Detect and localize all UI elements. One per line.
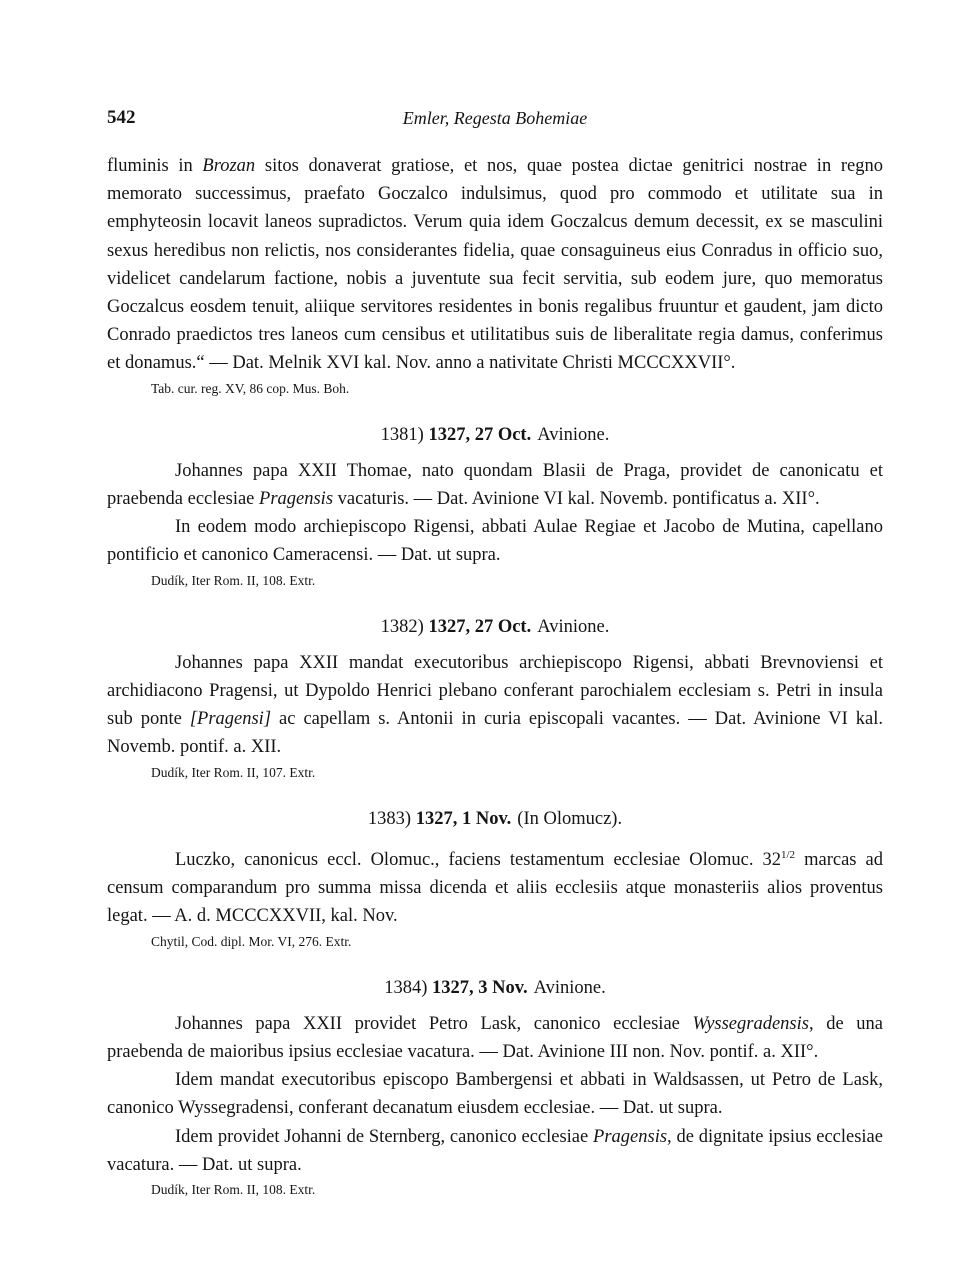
source-citation: Tab. cur. reg. XV, 86 cop. Mus. Boh. [151,380,350,396]
entry-paragraph: Idem providet Johanni de Sternberg, canonico ecclesiae Pragensis, de dignitate ipsius ecclesiae vacatura. — Dat. ut supra. [107,1126,883,1175]
entry-paragraph: Luczko, canonicus eccl. Olomuc., faciens testamentum ecclesiae Olomuc. $32^{1/2}$ marcas ad censum comparandum pro summa missa dicenda et aliis ecclesiis atque monasteriis alios proventus legat. — A. d. MCCCXXVII, kal. Nov. [107,848,883,927]
entry-paragraph: Idem mandat executoribus episcopo Bambergensi et abbati in Waldsassen, ut Petro de Lask, canonico Wyssegradensi, conferant decanatum eiusdem ecclesiae. — Dat. ut supra. [107,1070,883,1119]
entry-place: (In Olomucz). [517,808,623,829]
entry-place: Avinione. [537,616,610,637]
entry-place: Avinione. [537,424,610,445]
page-header [107,104,883,132]
entry-number: 1382) [380,616,424,637]
fraction: 1/2 [781,848,796,861]
source-citation: Dudík, Iter Rom. II, 108. Extr. [151,1182,316,1198]
place-name: Brozan [202,156,256,176]
source-citation: Chytil, Cod. dipl. Mor. VI, 276. Extr. [151,933,352,949]
entry-paragraph: Johannes papa XXII mandat executoribus archiepiscopo Rigensi, abbati Brevnoviensi et archidiacono Pragensi, ut Dypoldo Henrici plebano conferant parochialem ecclesiam s. Petri in insula sub ponte [Pragensi] ac capellam s. Antonii in curia episcopali vacantes. — Dat. Avinione VI kal. Novemb. pontif. a. XII. [107,652,883,758]
entry-heading [107,613,883,641]
entry-paragraph: In eodem modo archiepiscopo Rigensi, abbati Aulae Regiae et Jacobo de Mutina, capellano pontificio et canonico Cameracensi. — Dat. ut supra. [107,517,883,566]
entry-paragraph: Johannes papa XXII providet Petro Lask, canonico ecclesiae Wyssegradensis, de una praebenda de maioribus ipsius ecclesiae vacatura. — Dat. Avinione III non. Nov. pontif. a. XII°. [107,1013,883,1063]
document-page [107,104,883,1200]
entry-date: 1327, 3 Nov. [432,977,528,998]
entry-place: Avinione. [533,977,606,998]
entry-number: 1381) [380,424,424,445]
source-citation: Dudík, Iter Rom. II, 107. Extr. [151,764,316,780]
entry-number: 1383) [367,808,412,829]
page-number: 542 [107,107,136,128]
entry-heading [107,421,883,449]
entry-date: 1327, 27 Oct. [428,424,532,445]
source-citation: Dudík, Iter Rom. II, 108. Extr. [151,572,316,588]
entry-heading [107,974,883,1002]
entry-date: 1327, 27 Oct. [428,616,532,637]
entry-paragraph: Johannes papa XXII Thomae, nato quondam Blasii de Praga, providet de canonicatu et praebenda ecclesiae Pragensis vacaturis. — Dat. Avinione VI kal. Novemb. pontificatus a. XII°. [107,460,883,510]
entry-date: 1327, 1 Nov. [415,808,512,829]
entry-heading [107,805,883,833]
entry-number: 1384) [384,977,428,998]
running-title: Emler, Regesta Bohemiae [402,108,588,128]
continuation-paragraph: fluminis in Brozan sitos donaverat gratiose, et nos, quae postea dictae genitrici nostrae in regno memorato successimus, praefato Goczalco indulsimus, quod pro commodo et utilitate sua in emphyteosin locavit laneos supradictos. Verum quia idem Goczalcus demum decessit, ex se masculini sexus heredibus non relictis, nos considerantes fidelia, quae consaguineus eius Conradus in officio suo, videlicet candelarum factione, nobis a juventute sua fecit servitia, sub eodem jure, quo memoratus Goczalcus eosdem tenuit, aliique servitores residentes in bonis regalibus fruuntur et gaudent, jam dicto Conrado praedictos tres laneos cum censibus et utilitatibus suis de liberalitate regia damus, conferimus et donamus.“ — Dat. Melnik XVI kal. Nov. anno a nativitate Christi MCCCXXVII°. [107,156,883,374]
